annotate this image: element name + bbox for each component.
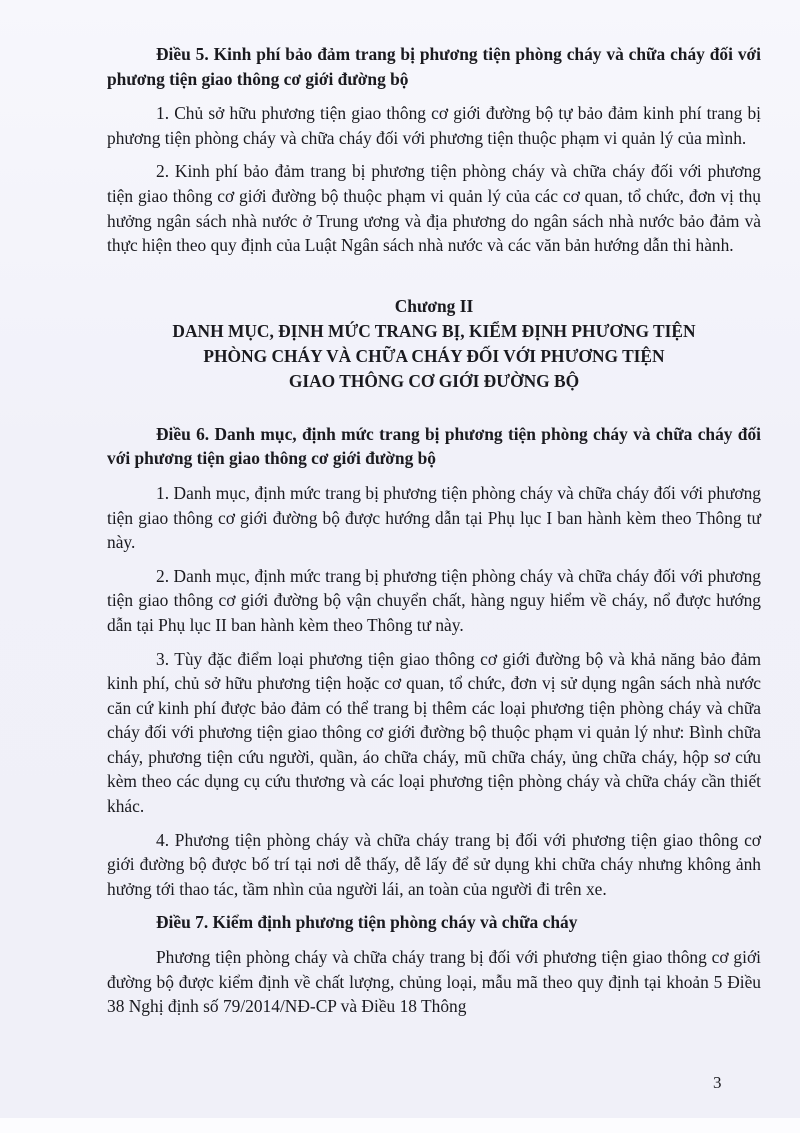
chapter-title-line-1: DANH MỤC, ĐỊNH MỨC TRANG BỊ, KIỂM ĐỊNH PHƯƠNG TIỆN <box>172 320 696 341</box>
page-content <box>107 42 761 1028</box>
article-7 <box>107 910 761 1018</box>
article-6 <box>107 422 761 902</box>
article-6-paragraph-1: 1. Danh mục, định mức trang bị phương tiện phòng cháy và chữa cháy đối với phương tiện giao thông cơ giới đường bộ được hướng dẫn tại Phụ lục I ban hành kèm theo Thông tư này. <box>107 482 761 553</box>
article-5 <box>107 42 761 258</box>
article-6-title: Điều 6. Danh mục, định mức trang bị phương tiện phòng cháy và chữa cháy đối với phương tiện giao thông cơ giới đường bộ <box>107 423 761 469</box>
article-6-paragraph-2: 2. Danh mục, định mức trang bị phương tiện phòng cháy và chữa cháy đối với phương tiện giao thông cơ giới đường bộ vận chuyển chất, hàng nguy hiểm về cháy, nổ được hướng dẫn tại Phụ lục II ban hành kèm theo Thông tư này. <box>107 565 761 635</box>
article-5-paragraph-1: 1. Chủ sở hữu phương tiện giao thông cơ giới đường bộ tự bảo đảm kinh phí trang bị phương tiện phòng cháy và chữa cháy đối với phương tiện thuộc phạm vi quản lý của mình. <box>107 103 761 148</box>
article-6-paragraph-3: 3. Tùy đặc điểm loại phương tiện giao thông cơ giới đường bộ và khả năng bảo đảm kinh phí, chủ sở hữu phương tiện hoặc cơ quan, tổ chức, đơn vị sử dụng ngân sách nhà nước căn cứ kinh phí được bảo đảm có thể trang bị thêm các loại phương tiện phòng cháy và chữa cháy đối với phương tiện giao thông cơ giới đường bộ thuộc phạm vi quản lý như: Bình chữa cháy, phương tiện cứu người, quần, áo chữa cháy, mũ chữa cháy, ủng chữa cháy, hộp sơ cứu kèm theo các dụng cụ cứu thương và các loại phương tiện phòng cháy và chữa cháy cần thiết khác. <box>107 648 761 817</box>
chapter-number: Chương II <box>394 295 474 316</box>
page-number: 3 <box>713 1073 722 1092</box>
chapter-title-line-3: GIAO THÔNG CƠ GIỚI ĐƯỜNG BỘ <box>288 370 580 391</box>
article-5-title: Điều 5. Kinh phí bảo đảm trang bị phương tiện phòng cháy và chữa cháy đối với phương tiện giao thông cơ giới đường bộ <box>107 44 761 89</box>
article-5-paragraph-2: 2. Kinh phí bảo đảm trang bị phương tiện phòng cháy và chữa cháy đối với phương tiện giao thông cơ giới đường bộ thuộc phạm vi quản lý của các cơ quan, tổ chức, đơn vị thụ hưởng ngân sách nhà nước ở Trung ương và địa phương do ngân sách nhà nước bảo đảm và thực hiện theo quy định của Luật Ngân sách nhà nước và các văn bản hướng dẫn thi hành. <box>107 161 761 256</box>
article-7-paragraph-1: Phương tiện phòng cháy và chữa cháy trang bị đối với phương tiện giao thông cơ giới đường bộ được kiểm định về chất lượng, chủng loại, mẫu mã theo quy định tại khoản 5 Điều 38 Nghị định số 79/2014/NĐ-CP và Điều 18 Thông <box>107 947 761 1017</box>
article-7-title: Điều 7. Kiểm định phương tiện phòng cháy và chữa cháy <box>156 912 578 933</box>
chapter-2-heading <box>107 294 761 394</box>
chapter-title-line-2: PHÒNG CHÁY VÀ CHỮA CHÁY ĐỐI VỚI PHƯƠNG TIỆN <box>203 345 665 366</box>
article-6-paragraph-4: 4. Phương tiện phòng cháy và chữa cháy trang bị đối với phương tiện giao thông cơ giới đường bộ được bố trí tại nơi dễ thấy, dễ lấy để sử dụng khi chữa cháy nhưng không ảnh hưởng tới thao tác, tầm nhìn của người lái, an toàn của người đi trên xe. <box>107 829 761 899</box>
scan-bottom-edge <box>0 1118 800 1133</box>
